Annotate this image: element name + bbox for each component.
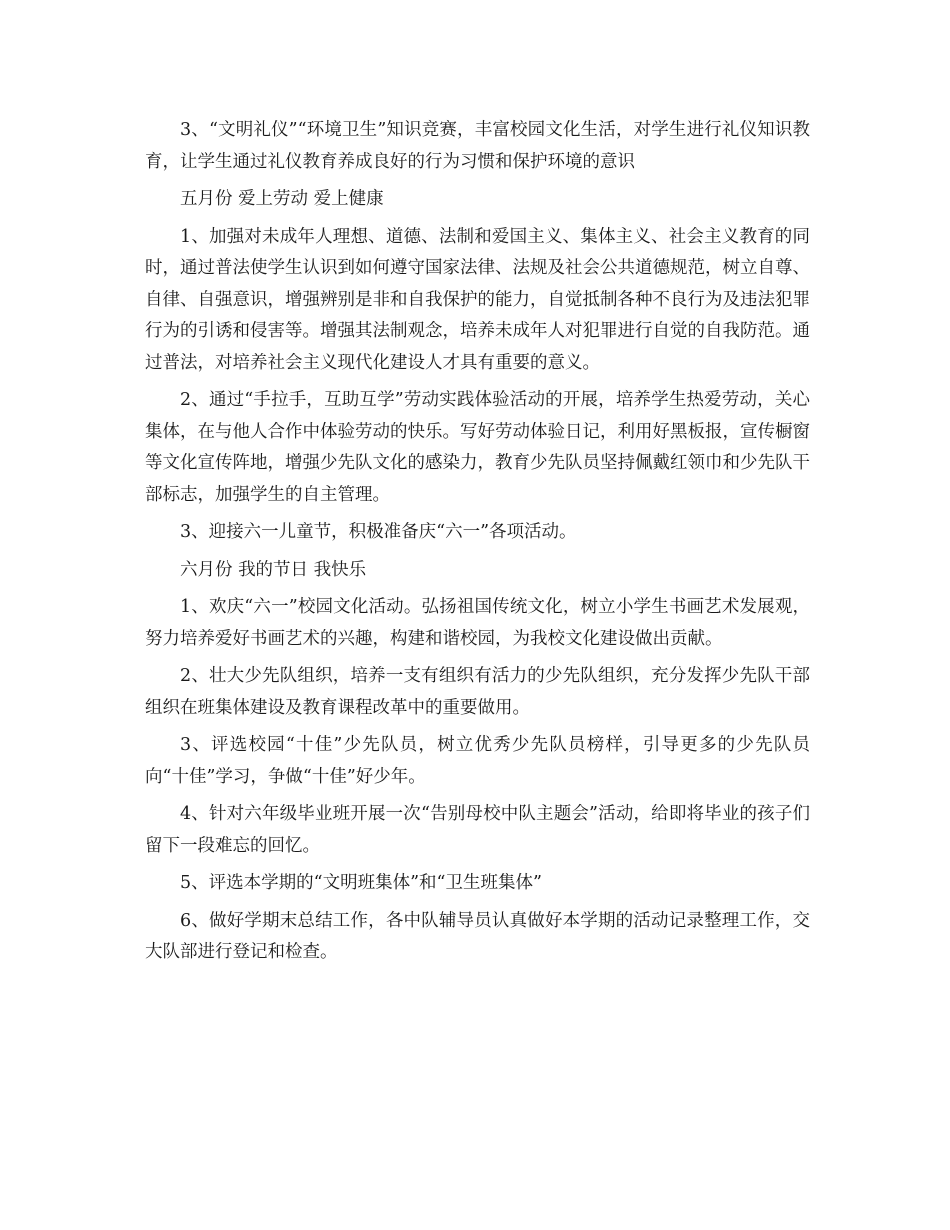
paragraph-may-item-3: 3、迎接六一儿童节，积极准备庆“六一”各项活动。 (180, 522, 577, 542)
section-heading-may: 五月份 爱上劳动 爱上健康 (180, 189, 384, 209)
document-body (145, 115, 810, 975)
paragraph-june-item-2: 2、壮大少先队组织，培养一支有组织有活力的少先队组织，充分发挥少先队干部组织在班集体建设及教育课程改革中的重要做用。 (145, 666, 810, 718)
paragraph-may-item-2: 2、通过“手拉手，互助互学”劳动实践体验活动的开展，培养学生热爱劳动，关心集体，在与他人合作中体验劳动的快乐。写好劳动体验日记，利用好黑板报，宣传橱窗等文化宣传阵地，增强少先队文化的感染力，教育少先队员坚持佩戴红领巾和少先队干部标志，加强学生的自主管理。 (145, 390, 810, 505)
paragraph-may-item-1: 1、加强对未成年人理想、道德、法制和爱国主义、集体主义、社会主义教育的同时，通过普法使学生认识到如何遵守国家法律、法规及社会公共道德规范，树立自尊、自律、自强意识，增强辨别是非和自我保护的能力，自觉抵制各种不良行为及违法犯罪行为的引诱和侵害等。增强其法制观念，培养未成年人对犯罪进行自觉的自我防范。通过普法，对培养社会主义现代化建设人才具有重要的意义。 (145, 226, 810, 373)
paragraph-june-item-6: 6、做好学期末总结工作，各中队辅导员认真做好本学期的活动记录整理工作，交大队部进行登记和检查。 (145, 910, 810, 962)
paragraph-june-item-1: 1、欢庆“六一”校园文化活动。弘扬祖国传统文化，树立小学生书画艺术发展观，努力培养爱好书画艺术的兴趣，构建和谐校园，为我校文化建设做出贡献。 (145, 597, 810, 649)
paragraph-june-item-3: 3、评选校园“十佳”少先队员，树立优秀少先队员榜样，引导更多的少先队员向“十佳”学习，争做“十佳”好少年。 (145, 735, 810, 787)
paragraph-june-item-5: 5、评选本学期的“文明班集体”和“卫生班集体” (180, 873, 542, 893)
paragraph-may-prev-item-3: 3、“文明礼仪”“环境卫生”知识竞赛，丰富校园文化生活，对学生进行礼仪知识教育，让学生通过礼仪教育养成良好的行为习惯和保护环境的意识 (145, 120, 810, 172)
section-heading-june: 六月份 我的节日 我快乐 (180, 559, 367, 580)
paragraph-june-item-4: 4、针对六年级毕业班开展一次“告别母校中队主题会”活动，给即将毕业的孩子们留下一段难忘的回忆。 (145, 804, 810, 856)
